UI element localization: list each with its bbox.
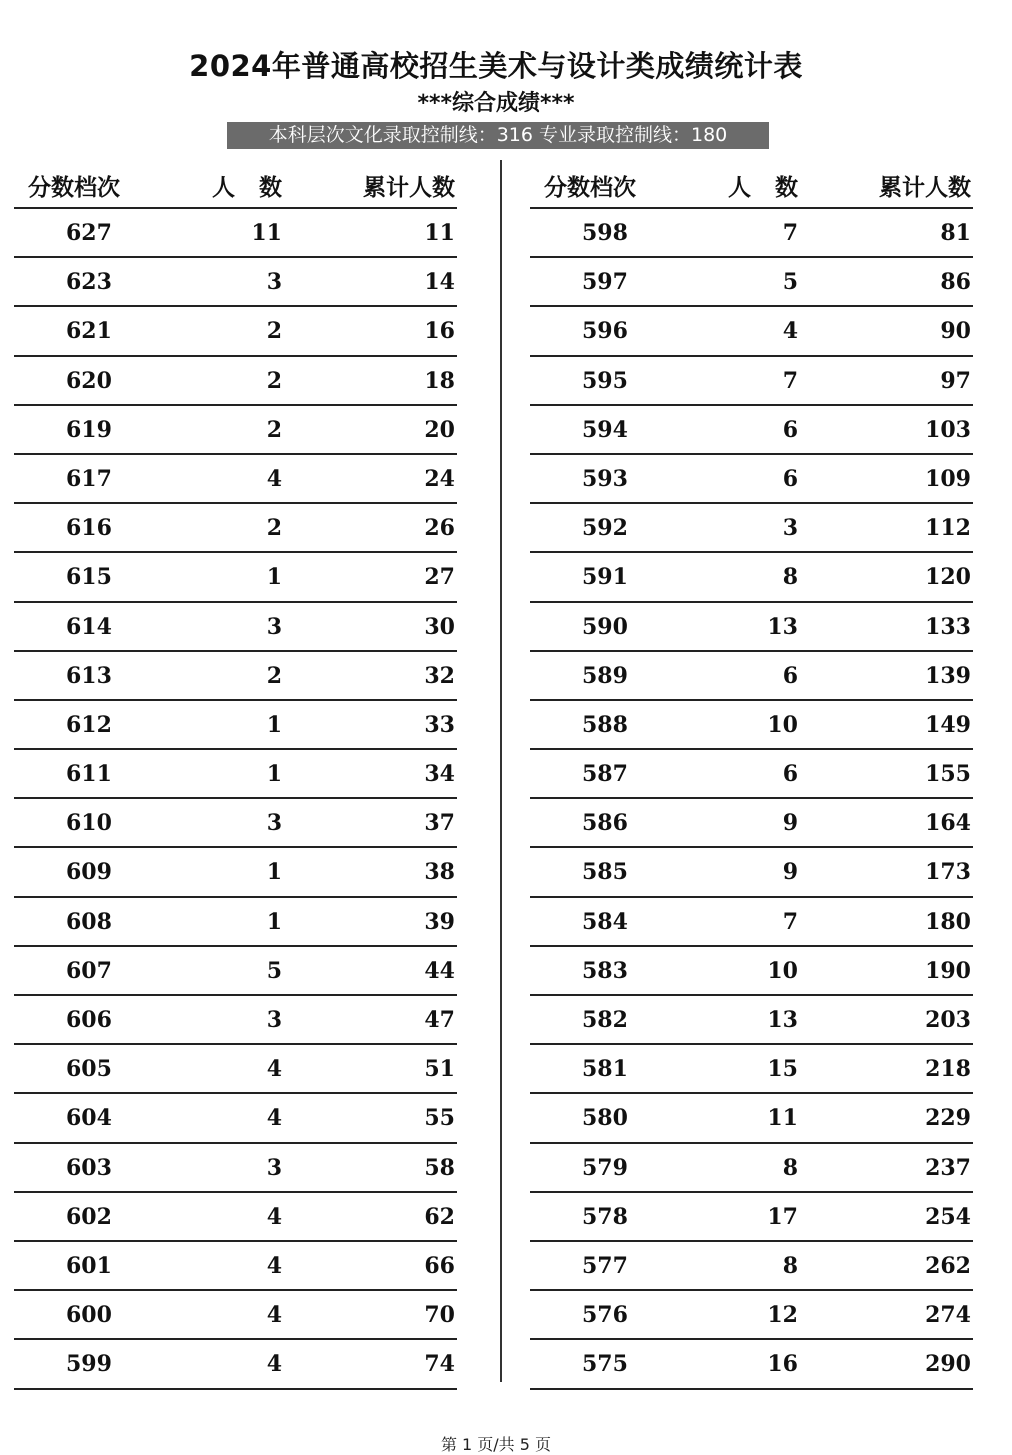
table-row — [14, 553, 457, 602]
score-cell: 605 — [66, 1056, 112, 1083]
score-cell: 621 — [66, 318, 112, 345]
count-cell: 7 — [782, 220, 798, 246]
score-cell: 617 — [66, 465, 112, 492]
count-cell: 11 — [251, 220, 282, 246]
cumulative-cell: 97 — [940, 367, 971, 394]
score-cell: 597 — [582, 269, 628, 296]
table-row — [530, 848, 973, 897]
count-cell: 4 — [266, 1351, 282, 1378]
column-header-score: 分数档次 — [544, 175, 636, 201]
table-header — [14, 160, 457, 209]
cumulative-cell: 26 — [424, 515, 455, 542]
table-row — [530, 996, 973, 1045]
score-cell: 598 — [582, 220, 628, 246]
page-footer: 第 1 页/共 5 页 — [440, 1435, 552, 1454]
score-cell: 619 — [66, 416, 112, 443]
count-cell: 4 — [266, 1252, 282, 1279]
table-row — [530, 553, 973, 602]
count-cell: 3 — [782, 515, 798, 542]
count-cell: 6 — [782, 662, 798, 689]
score-cell: 607 — [66, 957, 112, 984]
cumulative-cell: 109 — [925, 465, 971, 492]
cumulative-cell: 55 — [424, 1105, 455, 1132]
count-cell: 4 — [266, 465, 282, 492]
score-cell: 615 — [66, 564, 112, 591]
table-row — [14, 603, 457, 652]
table-row — [14, 258, 457, 307]
table-body — [530, 209, 973, 1390]
score-cell: 596 — [582, 318, 628, 345]
cumulative-cell: 20 — [424, 416, 455, 443]
score-cell: 611 — [66, 761, 112, 788]
count-cell: 7 — [782, 908, 798, 935]
cumulative-cell: 120 — [925, 564, 971, 591]
count-cell: 9 — [782, 859, 798, 886]
count-cell: 3 — [266, 269, 282, 296]
page-title: 2024年普通高校招生美术与设计类成绩统计表 — [189, 49, 803, 83]
cumulative-cell: 44 — [424, 957, 455, 984]
score-cell: 582 — [582, 1007, 628, 1033]
table-row — [530, 307, 973, 356]
cumulative-cell: 16 — [424, 318, 455, 345]
cumulative-cell: 62 — [424, 1203, 455, 1230]
score-cell: 592 — [582, 515, 628, 542]
table-row — [530, 1242, 973, 1291]
cumulative-cell: 229 — [925, 1105, 971, 1132]
score-cell: 581 — [582, 1056, 628, 1083]
count-cell: 4 — [266, 1056, 282, 1083]
score-cell: 604 — [66, 1105, 112, 1132]
count-cell: 15 — [767, 1056, 798, 1083]
score-cell: 594 — [582, 416, 628, 443]
table-row — [14, 504, 457, 553]
cumulative-cell: 139 — [925, 662, 971, 689]
count-cell: 13 — [767, 613, 798, 640]
cumulative-cell: 38 — [424, 859, 455, 886]
table-row — [14, 1340, 457, 1389]
score-cell: 609 — [66, 859, 112, 886]
count-cell: 6 — [782, 761, 798, 788]
table-row — [14, 1291, 457, 1340]
score-cell: 608 — [66, 908, 112, 935]
table-row — [530, 1193, 973, 1242]
cumulative-cell: 274 — [925, 1302, 971, 1329]
count-cell: 7 — [782, 367, 798, 394]
score-cell: 593 — [582, 465, 628, 492]
count-cell: 9 — [782, 810, 798, 837]
count-cell: 3 — [266, 613, 282, 640]
table-row — [14, 848, 457, 897]
page-subtitle: ***综合成绩*** — [417, 91, 575, 116]
score-cell: 602 — [66, 1203, 112, 1230]
score-cell: 610 — [66, 810, 112, 837]
score-cell: 588 — [582, 711, 628, 738]
score-cell: 603 — [66, 1154, 112, 1181]
table-row — [530, 1045, 973, 1094]
table-row — [14, 357, 457, 406]
cumulative-cell: 149 — [925, 711, 971, 738]
cumulative-cell: 180 — [925, 908, 971, 935]
score-cell: 595 — [582, 367, 628, 394]
count-cell: 2 — [266, 416, 282, 443]
cumulative-cell: 11 — [424, 220, 455, 246]
count-cell: 10 — [767, 711, 798, 738]
score-cell: 578 — [582, 1203, 628, 1230]
cumulative-cell: 237 — [925, 1154, 971, 1181]
table-row — [14, 1045, 457, 1094]
cumulative-cell: 262 — [925, 1252, 971, 1279]
table-row — [14, 455, 457, 504]
table-row — [14, 652, 457, 701]
table-row — [530, 406, 973, 455]
cumulative-cell: 290 — [925, 1351, 971, 1378]
count-cell: 5 — [782, 269, 798, 296]
score-cell: 585 — [582, 859, 628, 886]
cumulative-cell: 70 — [424, 1302, 455, 1329]
score-cell: 590 — [582, 613, 628, 640]
score-cell: 591 — [582, 564, 628, 591]
table-row — [14, 996, 457, 1045]
score-cell: 616 — [66, 515, 112, 542]
cumulative-cell: 74 — [424, 1351, 455, 1378]
score-cell: 575 — [582, 1351, 628, 1378]
count-cell: 10 — [767, 957, 798, 984]
cumulative-cell: 14 — [424, 269, 455, 296]
table-row — [530, 1340, 973, 1389]
table-row — [530, 455, 973, 504]
cumulative-cell: 203 — [925, 1007, 971, 1033]
cumulative-cell: 90 — [940, 318, 971, 345]
score-cell: 623 — [66, 269, 112, 296]
count-cell: 1 — [266, 859, 282, 886]
table-row — [530, 258, 973, 307]
score-cell: 589 — [582, 662, 628, 689]
score-cell: 613 — [66, 662, 112, 689]
cumulative-cell: 51 — [424, 1056, 455, 1083]
count-cell: 13 — [767, 1007, 798, 1033]
table-row — [14, 406, 457, 455]
count-cell: 4 — [266, 1302, 282, 1329]
score-cell: 587 — [582, 761, 628, 788]
table-row — [14, 750, 457, 799]
count-cell: 11 — [767, 1105, 798, 1132]
table-body — [14, 209, 457, 1390]
table-row — [14, 1193, 457, 1242]
count-cell: 16 — [767, 1351, 798, 1378]
score-cell: 601 — [66, 1252, 112, 1279]
cumulative-cell: 66 — [424, 1252, 455, 1279]
cumulative-cell: 112 — [925, 515, 971, 542]
cumulative-cell: 47 — [424, 1007, 455, 1033]
count-cell: 17 — [767, 1203, 798, 1230]
table-row — [14, 799, 457, 848]
cumulative-cell: 81 — [940, 220, 971, 246]
column-header-score: 分数档次 — [28, 175, 120, 201]
control-line-banner: 本科层次文化录取控制线：316 专业录取控制线：180 — [227, 122, 769, 149]
table-row — [530, 357, 973, 406]
count-cell: 4 — [266, 1105, 282, 1132]
cumulative-cell: 39 — [424, 908, 455, 935]
table-row — [14, 209, 457, 258]
score-cell: 620 — [66, 367, 112, 394]
cumulative-cell: 164 — [925, 810, 971, 837]
count-cell: 3 — [266, 810, 282, 837]
score-cell: 576 — [582, 1302, 628, 1329]
table-row — [530, 1144, 973, 1193]
count-cell: 1 — [266, 711, 282, 738]
column-header-cumulative: 累计人数 — [879, 175, 971, 201]
cumulative-cell: 173 — [925, 859, 971, 886]
cumulative-cell: 190 — [925, 957, 971, 984]
count-cell: 2 — [266, 515, 282, 542]
count-cell: 8 — [782, 1252, 798, 1279]
score-cell: 599 — [66, 1351, 112, 1378]
cumulative-cell: 24 — [424, 465, 455, 492]
table-row — [14, 1144, 457, 1193]
count-cell: 6 — [782, 465, 798, 492]
count-cell: 1 — [266, 564, 282, 591]
count-cell: 1 — [266, 761, 282, 788]
count-cell: 3 — [266, 1007, 282, 1033]
cumulative-cell: 58 — [424, 1154, 455, 1181]
table-row — [530, 799, 973, 848]
table-row — [530, 750, 973, 799]
table-row — [530, 652, 973, 701]
cumulative-cell: 33 — [424, 711, 455, 738]
cumulative-cell: 103 — [925, 416, 971, 443]
count-cell: 2 — [266, 662, 282, 689]
column-divider — [500, 160, 502, 1382]
table-row — [530, 1094, 973, 1143]
table-row — [14, 898, 457, 947]
table-header — [530, 160, 973, 209]
count-cell: 8 — [782, 564, 798, 591]
count-cell: 1 — [266, 908, 282, 935]
count-cell: 2 — [266, 318, 282, 345]
column-header-count: 人数 — [728, 175, 822, 201]
table-row — [14, 701, 457, 750]
table-row — [14, 1242, 457, 1291]
column-header-count: 人数 — [212, 175, 306, 201]
count-cell: 3 — [266, 1154, 282, 1181]
table-row — [14, 947, 457, 996]
cumulative-cell: 37 — [424, 810, 455, 837]
score-cell: 583 — [582, 957, 628, 984]
count-cell: 12 — [767, 1302, 798, 1329]
table-row — [530, 603, 973, 652]
cumulative-cell: 34 — [424, 761, 455, 788]
score-cell: 606 — [66, 1007, 112, 1033]
table-row — [530, 504, 973, 553]
column-header-cumulative: 累计人数 — [363, 175, 455, 201]
cumulative-cell: 155 — [925, 761, 971, 788]
score-table-right — [530, 160, 973, 1390]
cumulative-cell: 254 — [925, 1203, 971, 1230]
table-row — [530, 701, 973, 750]
table-row — [530, 1291, 973, 1340]
score-cell: 584 — [582, 908, 628, 935]
count-cell: 4 — [266, 1203, 282, 1230]
score-cell: 600 — [66, 1302, 112, 1329]
table-row — [14, 1094, 457, 1143]
count-cell: 8 — [782, 1154, 798, 1181]
count-cell: 2 — [266, 367, 282, 394]
count-cell: 5 — [266, 957, 282, 984]
count-cell: 6 — [782, 416, 798, 443]
score-table-left — [14, 160, 457, 1390]
cumulative-cell: 32 — [424, 662, 455, 689]
table-row — [14, 307, 457, 356]
score-cell: 577 — [582, 1252, 628, 1279]
count-cell: 4 — [782, 318, 798, 345]
score-cell: 612 — [66, 711, 112, 738]
score-cell: 586 — [582, 810, 628, 837]
table-row — [530, 209, 973, 258]
score-cell: 580 — [582, 1105, 628, 1132]
cumulative-cell: 27 — [424, 564, 455, 591]
table-row — [530, 898, 973, 947]
table-row — [530, 947, 973, 996]
score-cell: 614 — [66, 613, 112, 640]
cumulative-cell: 86 — [940, 269, 971, 296]
cumulative-cell: 133 — [925, 613, 971, 640]
score-cell: 579 — [582, 1154, 628, 1181]
score-cell: 627 — [66, 220, 112, 246]
cumulative-cell: 218 — [925, 1056, 971, 1083]
cumulative-cell: 30 — [424, 613, 455, 640]
cumulative-cell: 18 — [424, 367, 455, 394]
